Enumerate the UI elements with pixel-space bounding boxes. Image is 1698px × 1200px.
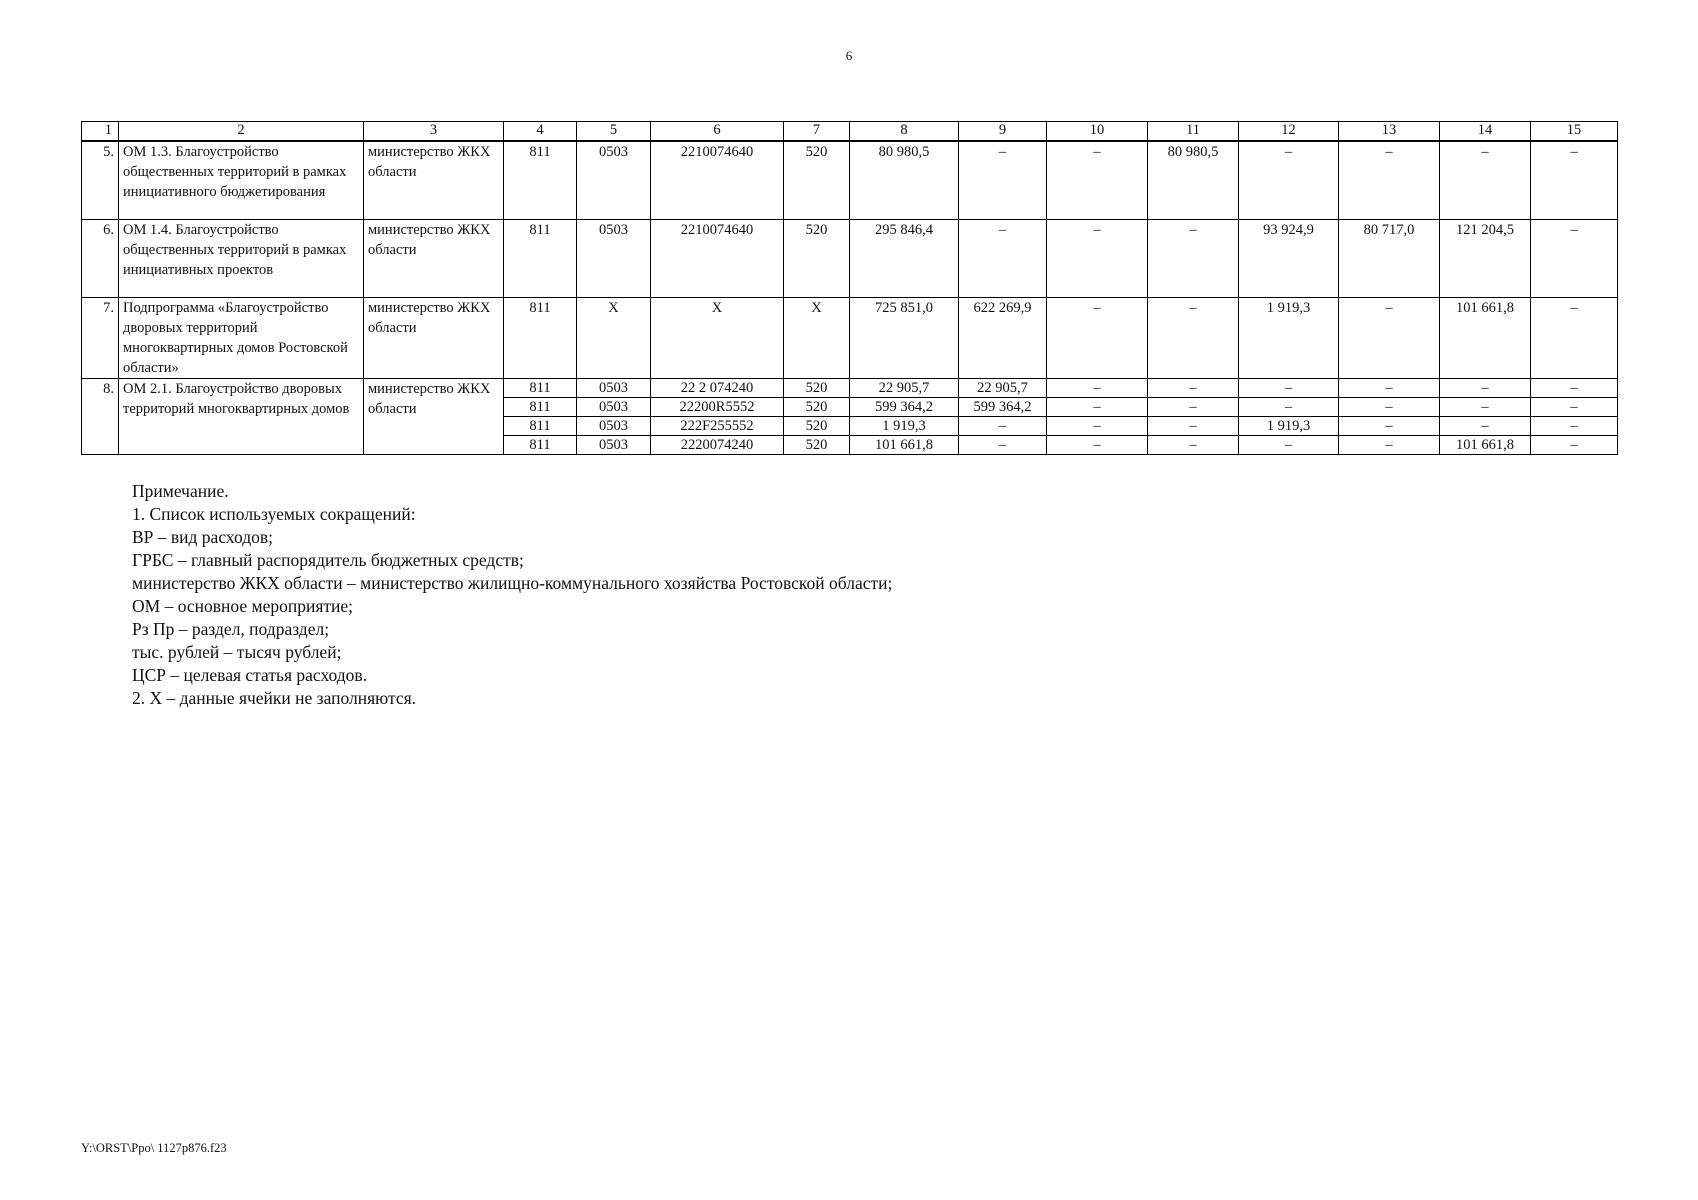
row-grbs: министерство ЖКХ области bbox=[364, 220, 504, 298]
column-header: 2 bbox=[119, 122, 364, 142]
cell-value: 1 919,3 bbox=[850, 417, 959, 436]
cell-csr: 2220074240 bbox=[651, 436, 784, 455]
cell-value: – bbox=[1148, 298, 1239, 379]
cell-vr: 520 bbox=[784, 220, 850, 298]
cell-value: – bbox=[959, 436, 1047, 455]
cell-value: – bbox=[1339, 141, 1440, 220]
row-name: ОМ 1.3. Благоустройство общественных территорий в рамках инициативного бюджетирования bbox=[119, 141, 364, 220]
cell-value: – bbox=[1531, 379, 1618, 398]
row-name: Подпрограмма «Благоустройство дворовых территорий многоквартирных домов Ростовской области» bbox=[119, 298, 364, 379]
column-header: 6 bbox=[651, 122, 784, 142]
cell-grbs-code: 811 bbox=[504, 417, 577, 436]
row-name: ОМ 1.4. Благоустройство общественных территорий в рамках инициативных проектов bbox=[119, 220, 364, 298]
row-number: 6. bbox=[82, 220, 119, 298]
cell-csr: 222F255552 bbox=[651, 417, 784, 436]
cell-value: – bbox=[1148, 436, 1239, 455]
row-name: ОМ 2.1. Благоустройство дворовых территорий многоквартирных домов bbox=[119, 379, 364, 455]
cell-value: – bbox=[959, 417, 1047, 436]
cell-value: 599 364,2 bbox=[959, 398, 1047, 417]
cell-value: 93 924,9 bbox=[1239, 220, 1339, 298]
cell-grbs-code: 811 bbox=[504, 220, 577, 298]
cell-value: 725 851,0 bbox=[850, 298, 959, 379]
table-row bbox=[82, 141, 1618, 220]
table-row bbox=[82, 220, 1618, 298]
column-header: 12 bbox=[1239, 122, 1339, 142]
cell-value: 101 661,8 bbox=[1440, 436, 1531, 455]
cell-value: – bbox=[1148, 398, 1239, 417]
cell-value: – bbox=[1047, 417, 1148, 436]
cell-grbs-code: 811 bbox=[504, 298, 577, 379]
cell-value: 101 661,8 bbox=[850, 436, 959, 455]
cell-value: 80 980,5 bbox=[1148, 141, 1239, 220]
cell-value: – bbox=[1148, 417, 1239, 436]
notes-line: Рз Пр – раздел, подраздел; bbox=[132, 619, 330, 639]
cell-value: – bbox=[1531, 398, 1618, 417]
row-number: 7. bbox=[82, 298, 119, 379]
page-number: 6 bbox=[845, 48, 853, 63]
cell-value: – bbox=[959, 220, 1047, 298]
notes-line: ВР – вид расходов; bbox=[132, 527, 273, 547]
cell-value: – bbox=[1239, 141, 1339, 220]
cell-value: – bbox=[1339, 298, 1440, 379]
budget-table bbox=[81, 121, 1618, 455]
cell-value: – bbox=[1440, 417, 1531, 436]
cell-rzpr: 0503 bbox=[577, 141, 651, 220]
cell-value: 80 980,5 bbox=[850, 141, 959, 220]
cell-value: – bbox=[1531, 417, 1618, 436]
column-header: 3 bbox=[364, 122, 504, 142]
cell-rzpr: 0503 bbox=[577, 379, 651, 398]
cell-csr: 22200R5552 bbox=[651, 398, 784, 417]
cell-grbs-code: 811 bbox=[504, 398, 577, 417]
column-header: 14 bbox=[1440, 122, 1531, 142]
cell-value: – bbox=[1239, 379, 1339, 398]
column-header: 13 bbox=[1339, 122, 1440, 142]
cell-value: 622 269,9 bbox=[959, 298, 1047, 379]
row-grbs: министерство ЖКХ области bbox=[364, 379, 504, 455]
cell-value: – bbox=[1148, 379, 1239, 398]
row-grbs: министерство ЖКХ области bbox=[364, 141, 504, 220]
column-header: 11 bbox=[1148, 122, 1239, 142]
cell-value: – bbox=[1047, 298, 1148, 379]
cell-rzpr: 0503 bbox=[577, 436, 651, 455]
cell-value: – bbox=[1239, 398, 1339, 417]
cell-grbs-code: 811 bbox=[504, 436, 577, 455]
table-body bbox=[82, 122, 1618, 455]
cell-value: – bbox=[1047, 220, 1148, 298]
table-row bbox=[82, 379, 1618, 398]
notes-line: тыс. рублей – тысяч рублей; bbox=[132, 642, 342, 662]
cell-value: 22 905,7 bbox=[959, 379, 1047, 398]
cell-rzpr: 0503 bbox=[577, 398, 651, 417]
table-header-row bbox=[82, 122, 1618, 142]
cell-value: – bbox=[1148, 220, 1239, 298]
cell-value: – bbox=[1047, 379, 1148, 398]
column-header: 9 bbox=[959, 122, 1047, 142]
footer-file-path: Y:\ORST\Ppo\ 1127p876.f23 bbox=[81, 1141, 227, 1155]
cell-value: – bbox=[1339, 436, 1440, 455]
notes-line: министерство ЖКХ области – министерство жилищно-коммунального хозяйства Ростовской области; bbox=[132, 573, 893, 593]
cell-value: – bbox=[1531, 436, 1618, 455]
cell-value: 1 919,3 bbox=[1239, 298, 1339, 379]
row-grbs: министерство ЖКХ области bbox=[364, 298, 504, 379]
cell-vr: 520 bbox=[784, 379, 850, 398]
notes-section bbox=[132, 480, 892, 710]
cell-value: 121 204,5 bbox=[1440, 220, 1531, 298]
cell-value: – bbox=[959, 141, 1047, 220]
column-header: 15 bbox=[1531, 122, 1618, 142]
cell-value: 22 905,7 bbox=[850, 379, 959, 398]
cell-value: 80 717,0 bbox=[1339, 220, 1440, 298]
cell-value: – bbox=[1047, 141, 1148, 220]
cell-rzpr: X bbox=[577, 298, 651, 379]
notes-heading: Примечание. bbox=[132, 481, 229, 501]
column-header: 10 bbox=[1047, 122, 1148, 142]
cell-value: – bbox=[1339, 417, 1440, 436]
cell-grbs-code: 811 bbox=[504, 379, 577, 398]
row-number: 8. bbox=[82, 379, 119, 455]
cell-csr: 2210074640 bbox=[651, 220, 784, 298]
cell-vr: 520 bbox=[784, 398, 850, 417]
notes-line: ОМ – основное мероприятие; bbox=[132, 596, 354, 616]
cell-value: – bbox=[1047, 398, 1148, 417]
cell-value: – bbox=[1440, 379, 1531, 398]
notes-line: ГРБС – главный распорядитель бюджетных средств; bbox=[132, 550, 524, 570]
cell-value: 295 846,4 bbox=[850, 220, 959, 298]
cell-vr: 520 bbox=[784, 417, 850, 436]
cell-vr: 520 bbox=[784, 141, 850, 220]
cell-value: – bbox=[1239, 436, 1339, 455]
column-header: 4 bbox=[504, 122, 577, 142]
table-row bbox=[82, 298, 1618, 379]
row-number: 5. bbox=[82, 141, 119, 220]
cell-value: – bbox=[1531, 298, 1618, 379]
column-header: 7 bbox=[784, 122, 850, 142]
cell-vr: 520 bbox=[784, 436, 850, 455]
column-header: 1 bbox=[82, 122, 119, 142]
cell-value: – bbox=[1531, 220, 1618, 298]
column-header: 8 bbox=[850, 122, 959, 142]
notes-line: 1. Список используемых сокращений: bbox=[132, 504, 416, 524]
notes-line: 2. Х – данные ячейки не заполняются. bbox=[132, 688, 417, 708]
cell-csr: 22 2 074240 bbox=[651, 379, 784, 398]
column-header: 5 bbox=[577, 122, 651, 142]
cell-value: – bbox=[1047, 436, 1148, 455]
cell-value: – bbox=[1440, 398, 1531, 417]
cell-value: 1 919,3 bbox=[1239, 417, 1339, 436]
cell-csr: X bbox=[651, 298, 784, 379]
cell-rzpr: 0503 bbox=[577, 417, 651, 436]
cell-value: 599 364,2 bbox=[850, 398, 959, 417]
notes-line: ЦСР – целевая статья расходов. bbox=[132, 665, 368, 685]
cell-value: 101 661,8 bbox=[1440, 298, 1531, 379]
cell-value: – bbox=[1531, 141, 1618, 220]
cell-grbs-code: 811 bbox=[504, 141, 577, 220]
cell-value: – bbox=[1440, 141, 1531, 220]
cell-csr: 2210074640 bbox=[651, 141, 784, 220]
cell-vr: X bbox=[784, 298, 850, 379]
cell-rzpr: 0503 bbox=[577, 220, 651, 298]
cell-value: – bbox=[1339, 379, 1440, 398]
cell-value: – bbox=[1339, 398, 1440, 417]
